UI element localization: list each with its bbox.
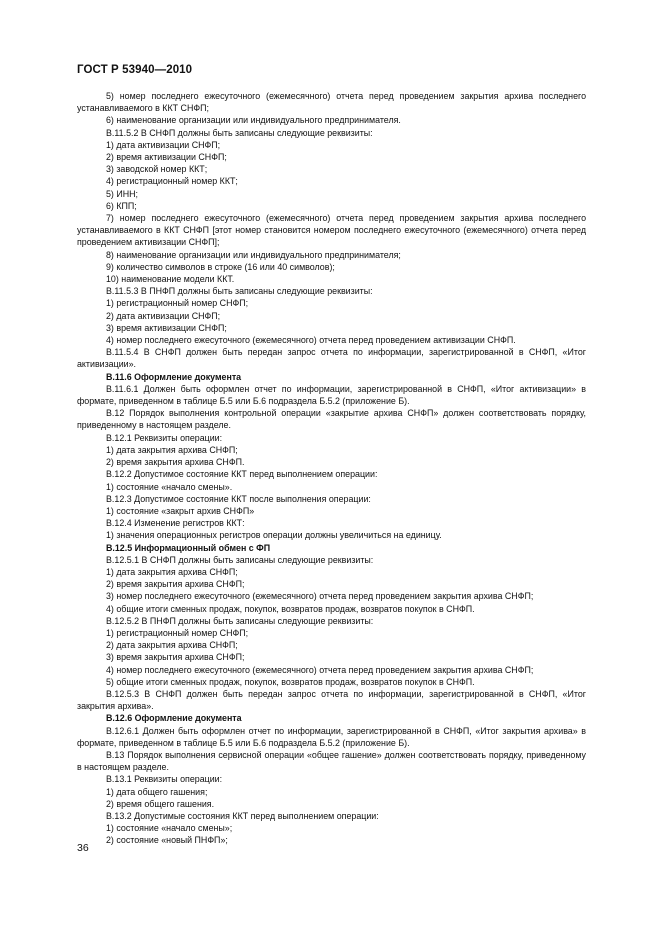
section-heading: В.12.5 Информационный обмен с ФП bbox=[106, 542, 271, 553]
paragraph: 2) состояние «новый ПНФП»; bbox=[106, 835, 228, 846]
paragraph: В.12 Порядок выполнения контрольной операции «закрытие архива СНФП» должен соответствовать порядку, приведенному в настоящем разделе. bbox=[77, 408, 586, 431]
paragraph: 4) регистрационный номер ККТ; bbox=[106, 176, 238, 187]
paragraph: В.13.2 Допустимые состояния ККТ перед выполнением операции: bbox=[106, 810, 379, 821]
paragraph: В.12.5.1 В СНФП должны быть записаны следующие реквизиты: bbox=[106, 554, 374, 565]
paragraph: 1) регистрационный номер СНФП; bbox=[106, 298, 249, 309]
paragraph: 4) номер последнего ежесуточного (ежемесячного) отчета перед проведением активизации СНФП. bbox=[106, 335, 516, 346]
paragraph: В.12.5.3 В СНФП должен быть передан запрос отчета по информации, зарегистрированной в СНФП, «Итог закрытия архива». bbox=[77, 688, 586, 712]
paragraph: 5) номер последнего ежесуточного (ежемесячного) отчета перед проведением закрытия архива последнего устанавливаемого в ККТ СНФП; bbox=[77, 91, 586, 114]
page-number: 36 bbox=[77, 842, 89, 854]
document-header: ГОСТ Р 53940—2010 bbox=[77, 64, 193, 76]
paragraph: В.11.5.2 В СНФП должны быть записаны следующие реквизиты: bbox=[106, 127, 373, 138]
paragraph: В.13 Порядок выполнения сервисной операции «общее гашение» должен соответствовать порядку, приведенному в настоящем разделе. bbox=[77, 749, 586, 773]
paragraph: В.11.5.3 В ПНФП должны быть записаны следующие реквизиты: bbox=[106, 286, 373, 297]
paragraph: В.12.2 Допустимое состояние ККТ перед выполнением операции: bbox=[106, 469, 378, 480]
paragraph: В.12.4 Изменение регистров ККТ: bbox=[106, 518, 245, 529]
paragraph: 2) дата закрытия архива СНФП; bbox=[106, 640, 238, 651]
paragraph: 6) КПП; bbox=[106, 200, 137, 211]
paragraph: В.11.5.4 В СНФП должен быть передан запрос отчета по информации, зарегистрированной в СНФП, «Итог активизации». bbox=[77, 347, 586, 370]
paragraph: 1) дата закрытия архива СНФП; bbox=[106, 444, 238, 455]
paragraph: 5) общие итоги сменных продаж, покупок, возвратов продаж, возвратов покупок в СНФП. bbox=[106, 676, 475, 687]
paragraph: 3) время закрытия архива СНФП; bbox=[106, 652, 245, 663]
paragraph: В.12.1 Реквизиты операции: bbox=[106, 432, 223, 443]
paragraph: 4) номер последнего ежесуточного (ежемесячного) отчета перед проведением закрытия архива СНФП; bbox=[106, 664, 534, 675]
paragraph: 6) наименование организации или индивидуального предпринимателя. bbox=[106, 115, 401, 126]
paragraph: 2) время закрытия архива СНФП. bbox=[106, 457, 245, 468]
paragraph: 1) значения операционных регистров операции должны увеличиться на единицу. bbox=[106, 530, 442, 541]
document-body bbox=[77, 90, 586, 847]
paragraph: 2) дата активизации СНФП; bbox=[106, 310, 221, 321]
paragraph: 3) время активизации СНФП; bbox=[106, 322, 227, 333]
paragraph: 9) количество символов в строке (16 или 40 символов); bbox=[106, 261, 335, 272]
paragraph: 2) время общего гашения. bbox=[106, 798, 215, 809]
paragraph: 2) время активизации СНФП; bbox=[106, 152, 227, 163]
paragraph: 4) общие итоги сменных продаж, покупок, возвратов продаж, возвратов покупок в СНФП. bbox=[106, 603, 475, 614]
paragraph: 5) ИНН; bbox=[106, 188, 139, 199]
paragraph: 1) состояние «закрыт архив СНФП» bbox=[106, 505, 255, 516]
paragraph: 2) время закрытия архива СНФП; bbox=[106, 579, 245, 590]
paragraph: 1) дата общего гашения; bbox=[106, 786, 208, 797]
section-heading: В.11.6 Оформление документа bbox=[106, 371, 242, 382]
paragraph: В.11.6.1 Должен быть оформлен отчет по информации, зарегистрированной в СНФП, «Итог активизации» в формате, приведенном в таблице Б.5 или Б.6 подраздела Б.5.2 (приложение Б). bbox=[77, 383, 586, 407]
paragraph: В.12.3 Допустимое состояние ККТ после выполнения операции: bbox=[106, 493, 371, 504]
paragraph: 10) наименование модели ККТ. bbox=[106, 274, 235, 285]
paragraph: 1) состояние «начало смены». bbox=[106, 481, 233, 492]
paragraph: 1) дата активизации СНФП; bbox=[106, 139, 221, 150]
paragraph: 3) заводской номер ККТ; bbox=[106, 164, 208, 175]
paragraph: В.12.6.1 Должен быть оформлен отчет по информации, зарегистрированной в СНФП, «Итог закрытия архива» в формате, приведенном в таблице Б.5 или Б.6 подраздела Б.5.2 (приложение Б). bbox=[77, 725, 586, 748]
paragraph: В.12.5.2 В ПНФП должны быть записаны следующие реквизиты: bbox=[106, 615, 374, 626]
paragraph: 1) состояние «начало смены»; bbox=[106, 823, 233, 834]
paragraph: 1) дата закрытия архива СНФП; bbox=[106, 566, 238, 577]
paragraph: 7) номер последнего ежесуточного (ежемесячного) отчета перед проведением закрытия архива последнего устанавливаемого в ККТ СНФП [этот номер становится номером последнего ежесуточного (ежемесячного) отчета перед проведением активизации СНФП]; bbox=[77, 213, 586, 248]
paragraph: 1) регистрационный номер СНФП; bbox=[106, 627, 249, 638]
section-heading: В.12.6 Оформление документа bbox=[106, 713, 242, 724]
paragraph: В.13.1 Реквизиты операции: bbox=[106, 774, 223, 785]
paragraph: 8) наименование организации или индивидуального предпринимателя; bbox=[106, 249, 401, 260]
paragraph: 3) номер последнего ежесуточного (ежемесячного) отчета перед проведением закрытия архива СНФП; bbox=[106, 591, 534, 602]
